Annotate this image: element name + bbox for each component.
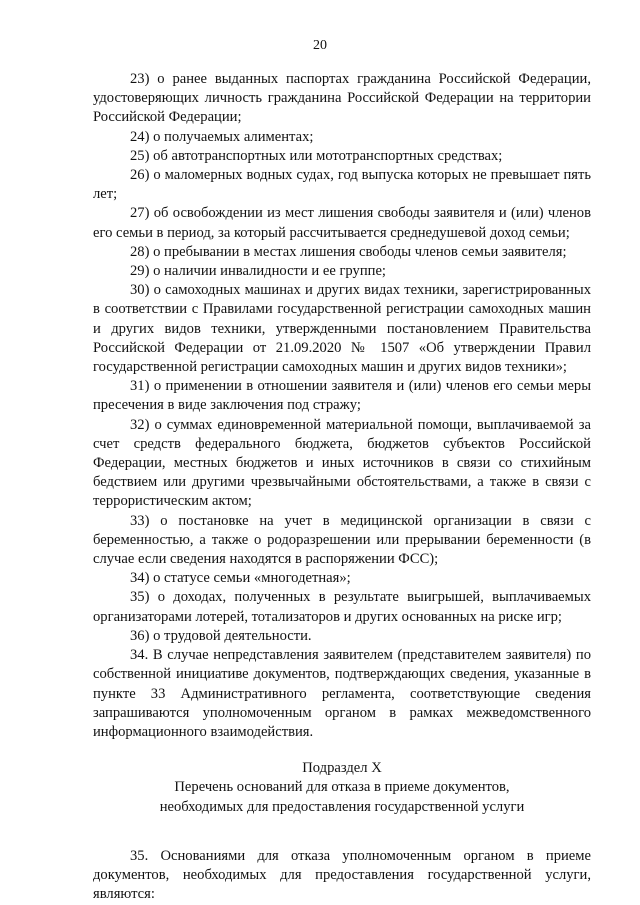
page-number: 20 (313, 38, 327, 53)
list-item-27: 27) об освобождении из мест лишения свободы заявителя и (или) членов его семьи в период, за который рассчитывается среднедушевой доход семьи; (93, 205, 591, 241)
subsection-subtitle-line-1: Перечень оснований для отказа в приеме документов, (174, 779, 510, 796)
clause-35: 35. Основаниями для отказа уполномоченным органом в приеме документов, необходимых для предоставления государственной услуги, являются: (93, 847, 591, 903)
clause-34: 34. В случае непредставления заявителем (представителем заявителя) по собственной инициативе документов, подтверждающих сведения, указанные в пункте 33 Административного регламента, соответствующие сведения запрашиваются уполномоченным органом в рамках межведомственного информационного взаимодействия. (93, 647, 591, 740)
list-item-29: 29) о наличии инвалидности и ее группе; (130, 263, 386, 280)
subsection-heading (93, 759, 591, 817)
subsection-title: Подраздел X (302, 760, 382, 777)
list-item-31: 31) о применении в отношении заявителя и (или) членов его семьи меры пресечения в виде заключения под стражу; (93, 378, 591, 414)
list-item-28: 28) о пребывании в местах лишения свободы членов семьи заявителя; (130, 243, 567, 260)
list-item-30: 30) о самоходных машинах и других видах техники, зарегистрированных в соответствии с Правилами государственной регистрации самоходных машин и других видов техники, утвержденными постановлением Правительства Российской Федерации от 21.09.2020 № 1507 «Об утверждении Правил государственной регистрации самоходных машин и других видов техники»; (93, 282, 591, 376)
list-item-35: 35) о доходах, полученных в результате выигрышей, выплачиваемых организаторами лотерей, тотализаторов и других основанных на риске игр; (93, 589, 591, 625)
list-item-33: 33) о постановке на учет в медицинской организации в связи с беременностью, а также о родоразрешении или прерывании беременности (в случае если сведения находятся в распоряжении ФСС); (93, 512, 591, 568)
list-item-25: 25) об автотранспортных или мототранспортных средствах; (130, 147, 503, 164)
list-item-36: 36) о трудовой деятельности. (130, 627, 312, 644)
list-item-24: 24) о получаемых алиментах; (130, 128, 314, 145)
list-item-34: 34) о статусе семьи «многодетная»; (130, 570, 351, 587)
list-item-26: 26) о маломерных водных судах, год выпуска которых не превышает пять лет; (93, 167, 591, 203)
list-item-23: 23) о ранее выданных паспортах гражданина Российской Федерации, удостоверяющих личность гражданина Российской Федерации на территории Российской Федерации; (93, 71, 591, 126)
list-item-32: 32) о суммах единовременной материальной помощи, выплачиваемой за счет средств федерального бюджета, бюджетов субъектов Российской Федерации, местных бюджетов и иных источников в связи со стихийным бедствием или другими чрезвычайными обстоятельствами, а также в связи с террористическим актом; (93, 416, 591, 510)
subsection-subtitle-line-2: необходимых для предоставления государственной услуги (159, 798, 525, 815)
document-body (93, 70, 591, 904)
